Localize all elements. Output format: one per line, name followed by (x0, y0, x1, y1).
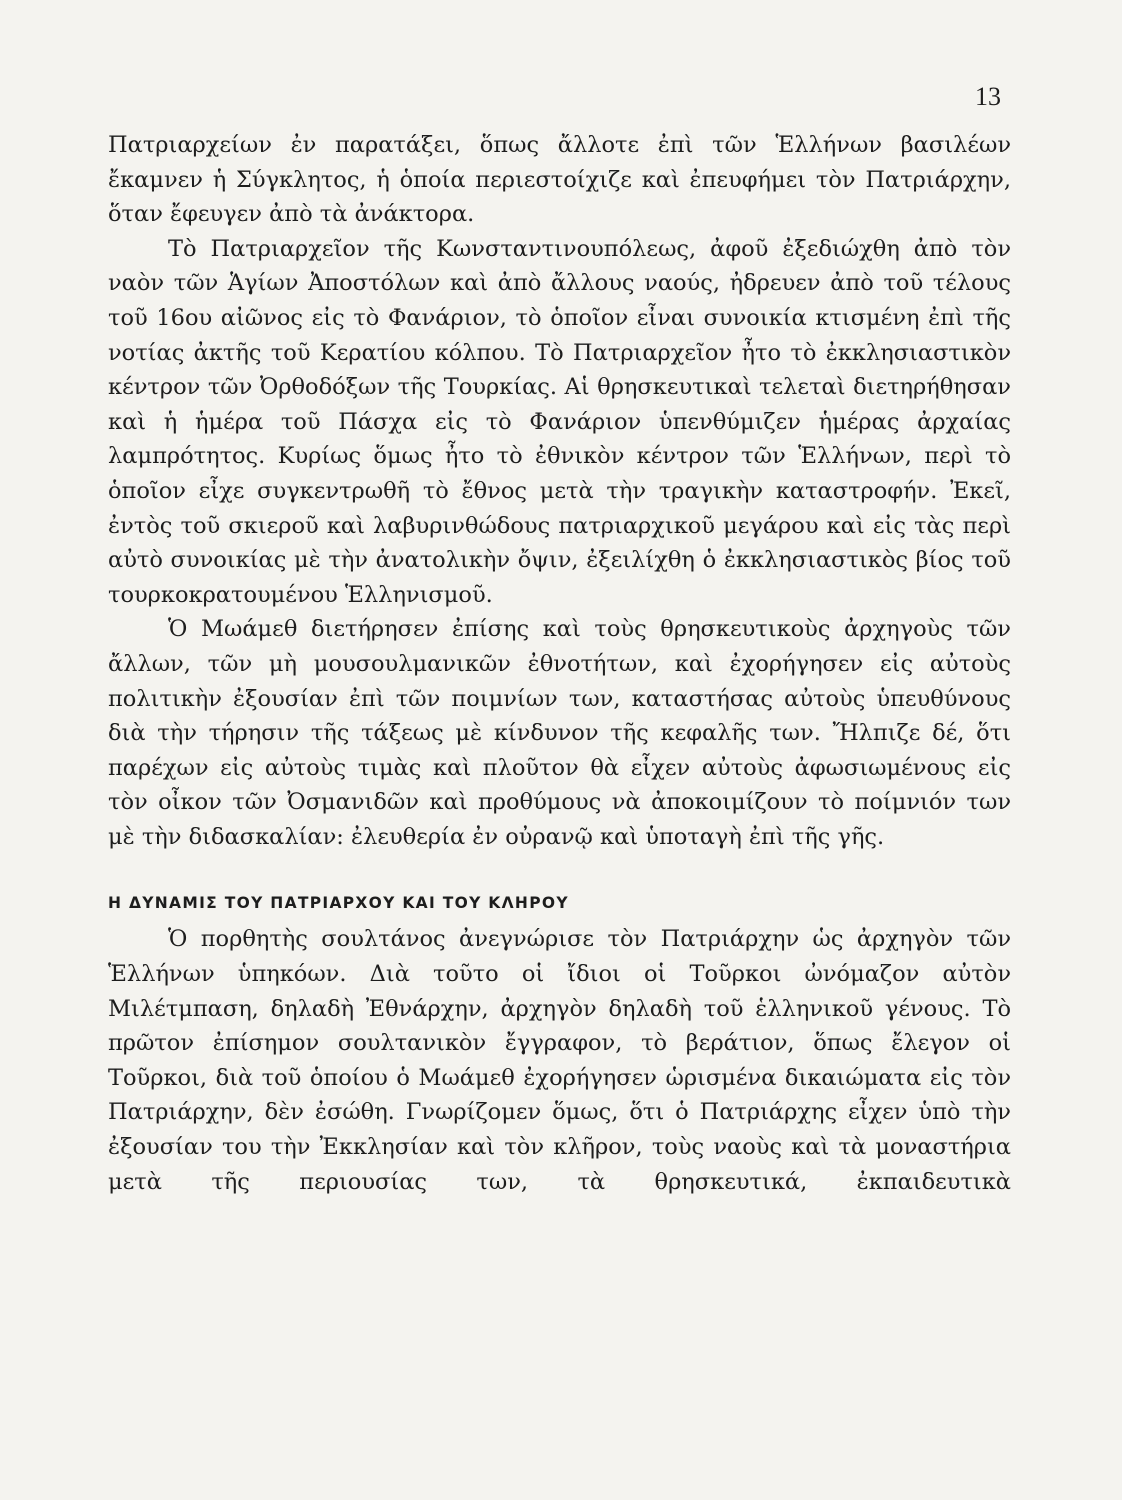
paragraph-3: Ὁ Μωάμεθ διετήρησεν ἐπίσης καὶ τοὺς θρησκευτικοὺς ἀρχηγοὺς τῶν ἄλλων, τῶν μὴ μουσουλμανικῶν ἐθνοτήτων, καὶ ἐχορήγησεν εἰς αὐτοὺς πολιτικὴν ἐξουσίαν ἐπὶ τῶν ποιμνίων των, καταστήσας αὐτοὺς ὑπευθύνους διὰ τὴν τήρησιν τῆς τάξεως μὲ κίνδυνον τῆς κεφαλῆς των. Ἤλπιζε δέ, ὅτι παρέχων εἰς αὐτοὺς τιμὰς καὶ πλοῦτον θὰ εἶχεν αὐτοὺς ἀφωσιωμένους εἰς τὸν οἶκον τῶν Ὀσμανιδῶν καὶ προθύμους νὰ ἀποκοιμίζουν τὸ ποίμνιόν των μὲ τὴν διδασκαλίαν: ἐλευθερία ἐν οὐρανῷ καὶ ὑποταγὴ ἐπὶ τῆς γῆς. (108, 616, 1011, 850)
paragraph-2: Τὸ Πατριαρχεῖον τῆς Κωνσταντινουπόλεως, ἀφοῦ ἐξεδιώχθη ἀπὸ τὸν ναὸν τῶν Ἁγίων Ἀποστόλων καὶ ἀπὸ ἄλλους ναούς, ἠδρευεν ἀπὸ τοῦ τέλους τοῦ 16ου αἰῶνος εἰς τὸ Φανάριον, τὸ ὁποῖον εἶναι συνοικία κτισμένη ἐπὶ τῆς νοτίας ἀκτῆς τοῦ Κερατίου κόλπου. Τὸ Πατριαρχεῖον ἦτο τὸ ἐκκλησιαστικὸν κέντρον τῶν Ὀρθοδόξων τῆς Τουρκίας. Αἱ θρησκευτικαὶ τελεταὶ διετηρήθησαν καὶ ἡ ἡμέρα τοῦ Πάσχα εἰς τὸ Φανάριον ὑπενθύμιζεν ἡμέρας ἀρχαίας λαμπρότητος. Κυρίως ὅμως ἦτο τὸ ἐθνικὸν κέντρον τῶν Ἑλλήνων, περὶ τὸ ὁποῖον εἶχε συγκεντρωθῆ τὸ ἔθνος μετὰ τὴν τραγικὴν καταστροφήν. Ἐκεῖ, ἐντὸς τοῦ σκιεροῦ καὶ λαβυρινθώδους πατριαρχικοῦ μεγάρου καὶ εἰς τὰς περὶ αὐτὸ συνοικίας μὲ τὴν ἀνατολικὴν ὄψιν, ἐξειλίχθη ὁ ἐκκλησιαστικὸς βίος τοῦ τουρκοκρατουμένου Ἑλληνισμοῦ. (108, 235, 1011, 608)
page-number: 13 (975, 82, 1001, 111)
section-paragraph: Ὁ πορθητὴς σουλτάνος ἀνεγνώρισε τὸν Πατριάρχην ὡς ἀρχηγὸν τῶν Ἑλλήνων ὑπηκόων. Διὰ τοῦτο οἱ ἴδιοι οἱ Τοῦρκοι ὠνόμαζον αὐτὸν Μιλέτμπαση, δηλαδὴ Ἐθνάρχην, ἀρχηγὸν δηλαδὴ τοῦ ἑλληνικοῦ γένους. Τὸ πρῶτον ἐπίσημον σουλτανικὸν ἔγγραφον, τὸ βεράτιον, ὅπως ἔλεγον οἱ Τοῦρκοι, διὰ τοῦ ὁποίου ὁ Μωάμεθ ἐχορήγησεν ὡρισμένα δικαιώματα εἰς τὸν Πατριάρχην, δὲν ἐσώθη. Γνωρίζομεν ὅμως, ὅτι ὁ Πατριάρχης εἶχεν ὑπὸ τὴν ἐξουσίαν του τὴν Ἐκκλησίαν καὶ τὸν κλῆρον, τοὺς ναοὺς καὶ τὰ μοναστήρια μετὰ τῆς περιουσίας των, τὰ θρησκευτικά, ἐκπαιδευτικὰ (108, 926, 1011, 1195)
body-text (108, 128, 1011, 1199)
paragraph-1: Πατριαρχείων ἐν παρατάξει, ὅπως ἄλλοτε ἐπὶ τῶν Ἑλλήνων βασιλέων ἔκαμνεν ἡ Σύγκλητος, ἡ ὁποία περιεστοίχιζε καὶ ἐπευφήμει τὸν Πατριάρχην, ὅταν ἔφευγεν ἀπὸ τὰ ἀνάκτορα. (108, 132, 1011, 228)
section-heading: Η ΔΥΝΑΜΙΣ ΤΟΥ ΠΑΤΡΙΑΡΧΟΥ ΚΑΙ ΤΟΥ ΚΛΗΡΟΥ (108, 894, 569, 913)
